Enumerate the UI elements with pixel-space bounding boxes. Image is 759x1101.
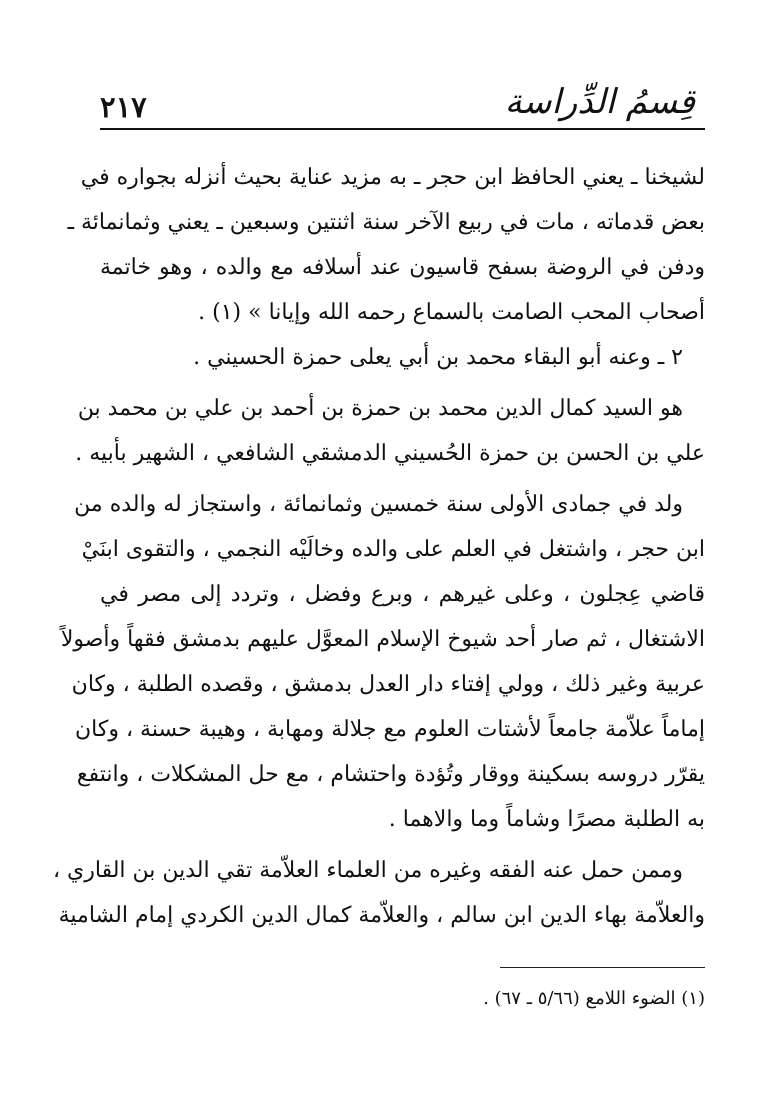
page-number: ٢١٧ — [100, 90, 147, 124]
text-line: لشيخنا ـ يعني الحافظ ابن حجر ـ به مزيد عناية بحيث أنزله بجواره في — [80, 165, 705, 190]
text-line: بعض قدماته ، مات في ربيع الآخر سنة اثنتين وسبعين ـ يعني وثمانمائة ـ — [67, 210, 705, 235]
text-line: وممن حمل عنه الفقه وغيره من العلماء العلاّمة تقي الدين بن القاري ، — [52, 858, 683, 883]
text-line: ولد في جمادى الأولى سنة خمسين وثمانمائة ، واستجاز له والده من — [74, 492, 683, 517]
text-line: علي بن الحسن بن حمزة الحُسيني الدمشقي الشافعي ، الشهير بأبيه . — [75, 441, 705, 466]
text-line: أصحاب المحب الصامت بالسماع رحمه الله وإيانا » (١) . — [198, 300, 705, 325]
header-rule — [100, 128, 705, 130]
main-text — [52, 155, 705, 938]
text-line: به الطلبة مصرًا وشاماً وما والاهما . — [388, 807, 705, 832]
text-line: عربية وغير ذلك ، وولي إفتاء دار العدل بدمشق ، وقصده الطلبة ، وكان — [71, 672, 705, 697]
text-line: الاشتغال ، ثم صار أحد شيوخ الإسلام المعوَّل عليهم بدمشق فقهاً وأصولاً — [60, 627, 705, 652]
running-title: قِسمُ الدِّراسة — [504, 82, 695, 122]
text-line: والعلاّمة بهاء الدين ابن سالم ، والعلاّمة كمال الدين الكردي إمام الشامية — [58, 903, 705, 928]
page-header — [100, 70, 705, 130]
text-line: يقرّر دروسه بسكينة ووقار وتُؤدة واحتشام ، مع حل المشكلات ، وانتفع — [76, 762, 705, 787]
text-line: هو السيد كمال الدين محمد بن حمزة بن أحمد بن علي بن محمد بن — [77, 396, 683, 421]
footnote-rule — [500, 967, 705, 968]
text-line: قاضي عِجلون ، وعلى غيرهم ، وبرع وفضل ، وتردد إلى مصر في — [100, 582, 705, 607]
text-line: إماماً علاّمة جامعاً لأشتات العلوم مع جلالة ومهابة ، وهيبة حسنة ، وكان — [75, 717, 705, 742]
text-line: ابن حجر ، واشتغل في العلم على والده وخالَيْه النجمي ، والتقوى ابنَيْ — [81, 537, 705, 562]
entry-heading: ٢ ـ وعنه أبو البقاء محمد بن أبي يعلى حمزة الحسيني . — [193, 345, 683, 370]
text-line: ودفن في الروضة بسفح قاسيون عند أسلافه مع والده ، وهو خاتمة — [100, 255, 705, 280]
footnote: (١) الضوء اللامع (٥/٦٦ ـ ٦٧) . — [483, 988, 705, 1009]
